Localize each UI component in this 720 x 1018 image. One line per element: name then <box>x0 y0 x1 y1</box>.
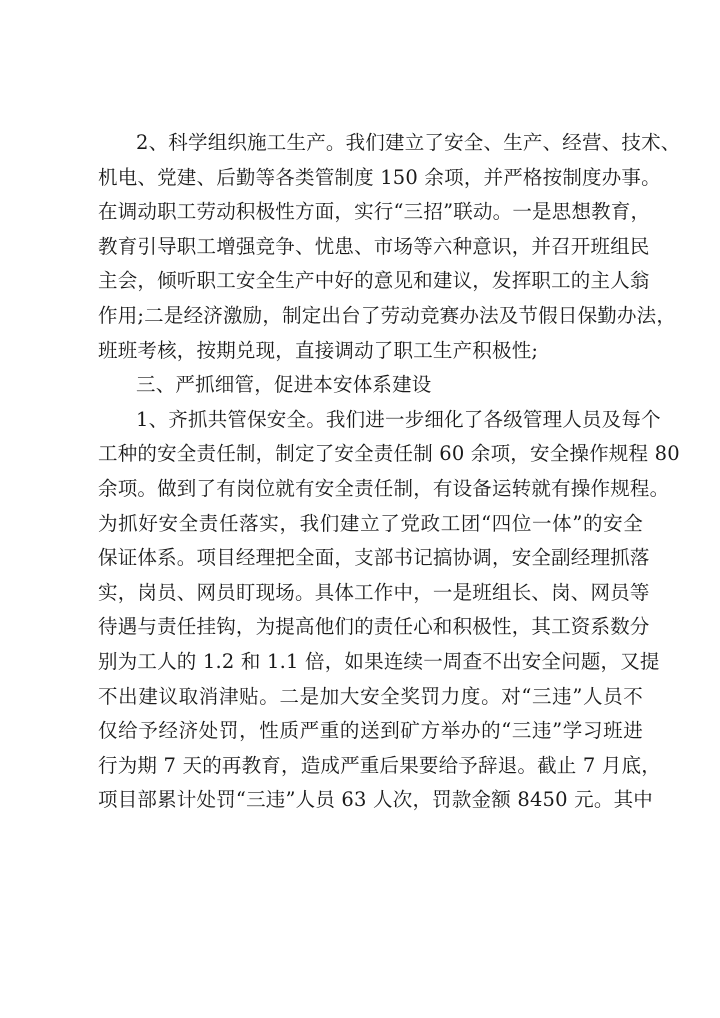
paragraph-line: 保证体系。项目经理把全面，支部书记搞协调，安全副经理抓落 <box>98 546 650 570</box>
paragraph-line: 不出建议取消津贴。二是加大安全奖罚力度。对“三违”人员不 <box>98 684 643 708</box>
paragraph-line: 实，岗员、网员盯现场。具体工作中，一是班组长、岗、网员等 <box>98 580 650 604</box>
paragraph-line: 别为工人的 1.2 和 1.1 倍，如果连续一周查不出安全问题，又提 <box>98 649 660 673</box>
paragraph-line: 余项。做到了有岗位就有安全责任制，有设备运转就有操作规程。 <box>98 476 670 500</box>
section-heading: 三、严抓细管，促进本安体系建设 <box>136 373 432 397</box>
paragraph-line: 项目部累计处罚“三违”人员 63 人次，罚款金额 8450 元。其中 <box>98 788 653 812</box>
document-body <box>98 126 681 818</box>
paragraph-line: 教育引导职工增强竞争、忧患、市场等六种意识，并召开班组民 <box>98 234 650 258</box>
paragraph-line: 班班考核，按期兑现，直接调动了职工生产积极性; <box>98 338 539 362</box>
paragraph-line: 作用;二是经济激励，制定出台了劳动竞赛办法及节假日保勤办法， <box>98 303 677 327</box>
paragraph-line: 待遇与责任挂钩，为提高他们的责任心和积极性，其工资系数分 <box>98 615 650 639</box>
paragraph-line: 工种的安全责任制，制定了安全责任制 60 余项，安全操作规程 80 <box>98 442 680 466</box>
paragraph-line: 为抓好安全责任落实，我们建立了党政工团“四位一体”的安全 <box>98 511 643 535</box>
paragraph-line: 1、齐抓共管保安全。我们进一步细化了各级管理人员及每个 <box>136 407 661 431</box>
paragraph-line: 2、科学组织施工生产。我们建立了安全、生产、经营、技术、 <box>136 131 681 154</box>
paragraph-line: 主会，倾听职工安全生产中好的意见和建议，发挥职工的主人翁 <box>98 269 650 293</box>
paragraph-line: 仅给予经济处罚，性质严重的送到矿方举办的“三违”学习班进 <box>98 719 643 743</box>
paragraph-line: 在调动职工劳动积极性方面，实行“三招”联动。一是思想教育， <box>98 200 651 224</box>
paragraph-line: 机电、党建、后勤等各类管制度 150 余项，并严格按制度办事。 <box>98 165 661 189</box>
paragraph-line: 行为期 7 天的再教育，造成严重后果要给予辞退。截止 7 月底， <box>98 753 662 777</box>
